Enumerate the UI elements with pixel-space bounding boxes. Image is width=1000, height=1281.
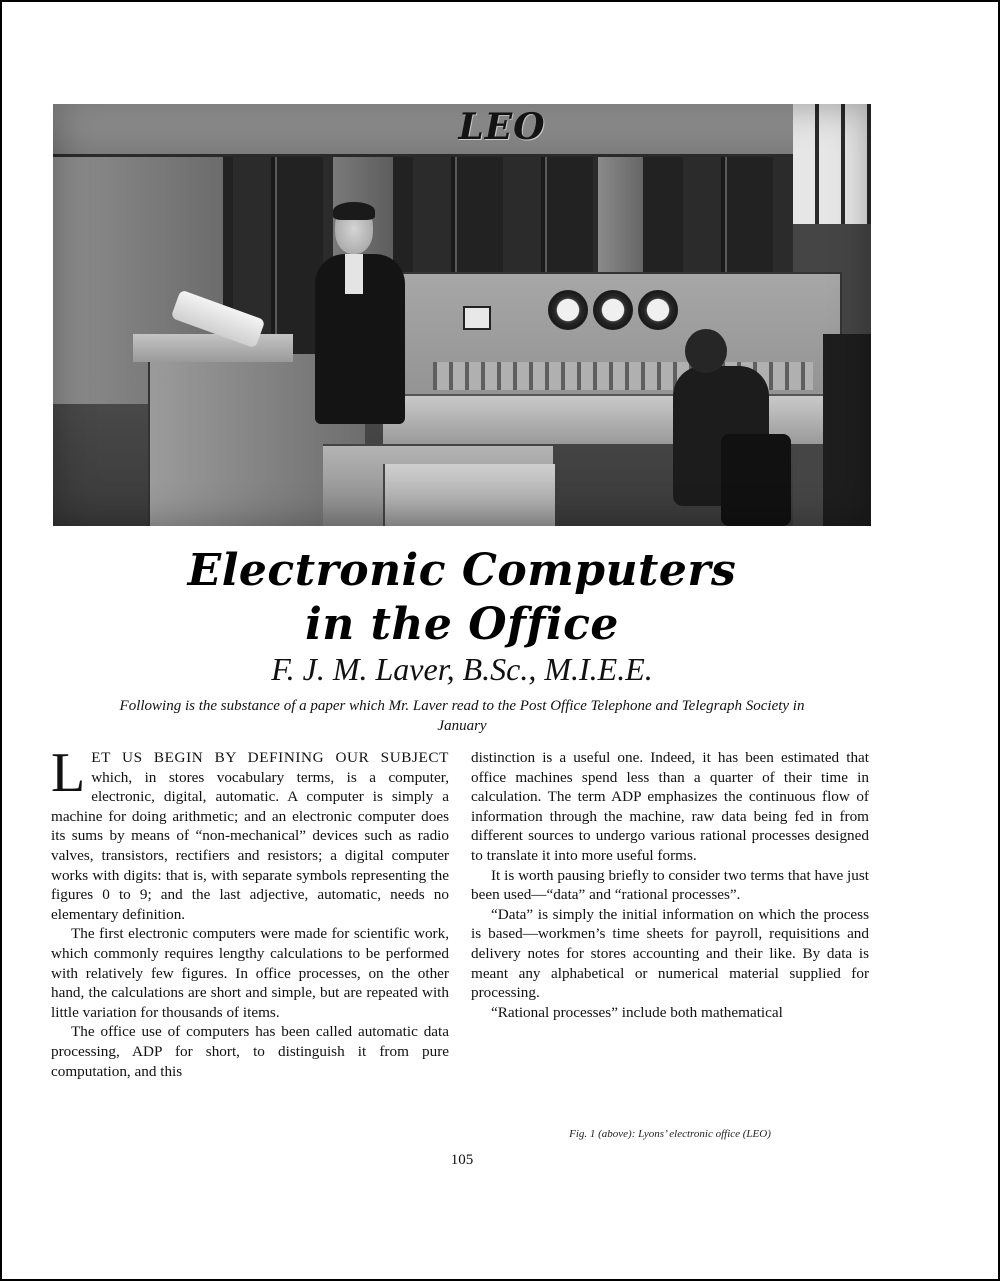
page-number: 105 [450, 1152, 474, 1168]
body-column-left [51, 742, 449, 1081]
paragraph: “Rational processes” include both mathematical [491, 1003, 783, 1021]
paragraph: “Data” is simply the initial information on which the process is based—workmen’s time sheets for payroll, requisitions and delivery notes for stores accounting and their like. By data is meant any alphabetical or numerical material supplied for processing. [471, 905, 869, 1002]
paragraph: It is worth pausing briefly to consider two terms that have just been used—“data” and “rational processes”. [471, 866, 869, 904]
body-column-right [471, 748, 869, 1022]
article-standfirst: Following is the substance of a paper which Mr. Laver read to the Post Office Telephone and Telegraph Society in January [119, 698, 805, 734]
leo-computer-photo [53, 104, 871, 526]
figure-caption: Fig. 1 (above): Lyons’ electronic office (LEO) [569, 1128, 771, 1140]
article-title-line1: Electronic Computers [187, 545, 737, 596]
drop-cap: L [51, 742, 86, 804]
paragraph-continued: distinction is a useful one. Indeed, it has been estimated that office machines spend less than a quarter of their time in calculation. The term ADP emphasizes the continuous flow of information through the machine, raw data being fed in from different sources to undergo various rational processes designed to translate it into more useful forms. [471, 749, 869, 864]
article-author: F. J. M. Laver, B.Sc., M.I.E.E. [271, 651, 653, 687]
paragraph: The office use of computers has been called automatic data processing, ADP for short, to distinguish it from pure computation, and this [51, 1023, 449, 1080]
opening-small-caps: ET US BEGIN BY DEFINING OUR SUBJECT [91, 749, 449, 766]
leo-nameplate: LEO [458, 106, 546, 148]
paragraph: The first electronic computers were made for scientific work, which commonly requires lengthy calculations to be performed with relatively few figures. In office processes, on the other hand, the calculations are short and simple, but are repeated with little variation for thousands of items. [51, 925, 449, 1021]
opening-text: which, in stores vocabulary terms, is a computer, electronic, digital, automatic. A computer is simply a machine for doing arithmetic; and an electronic computer does its sums by means of “non-mechanical” devices such as radio valves, transistors, rectifiers and resistors; a digital computer works with digits: that is, with separate symbols representing the figures 0 to 9; and the last adjective, automatic, needs no elementary definition. [51, 768, 449, 923]
article-title-line2: in the Office [305, 599, 619, 650]
paragraph-opening [51, 742, 449, 924]
